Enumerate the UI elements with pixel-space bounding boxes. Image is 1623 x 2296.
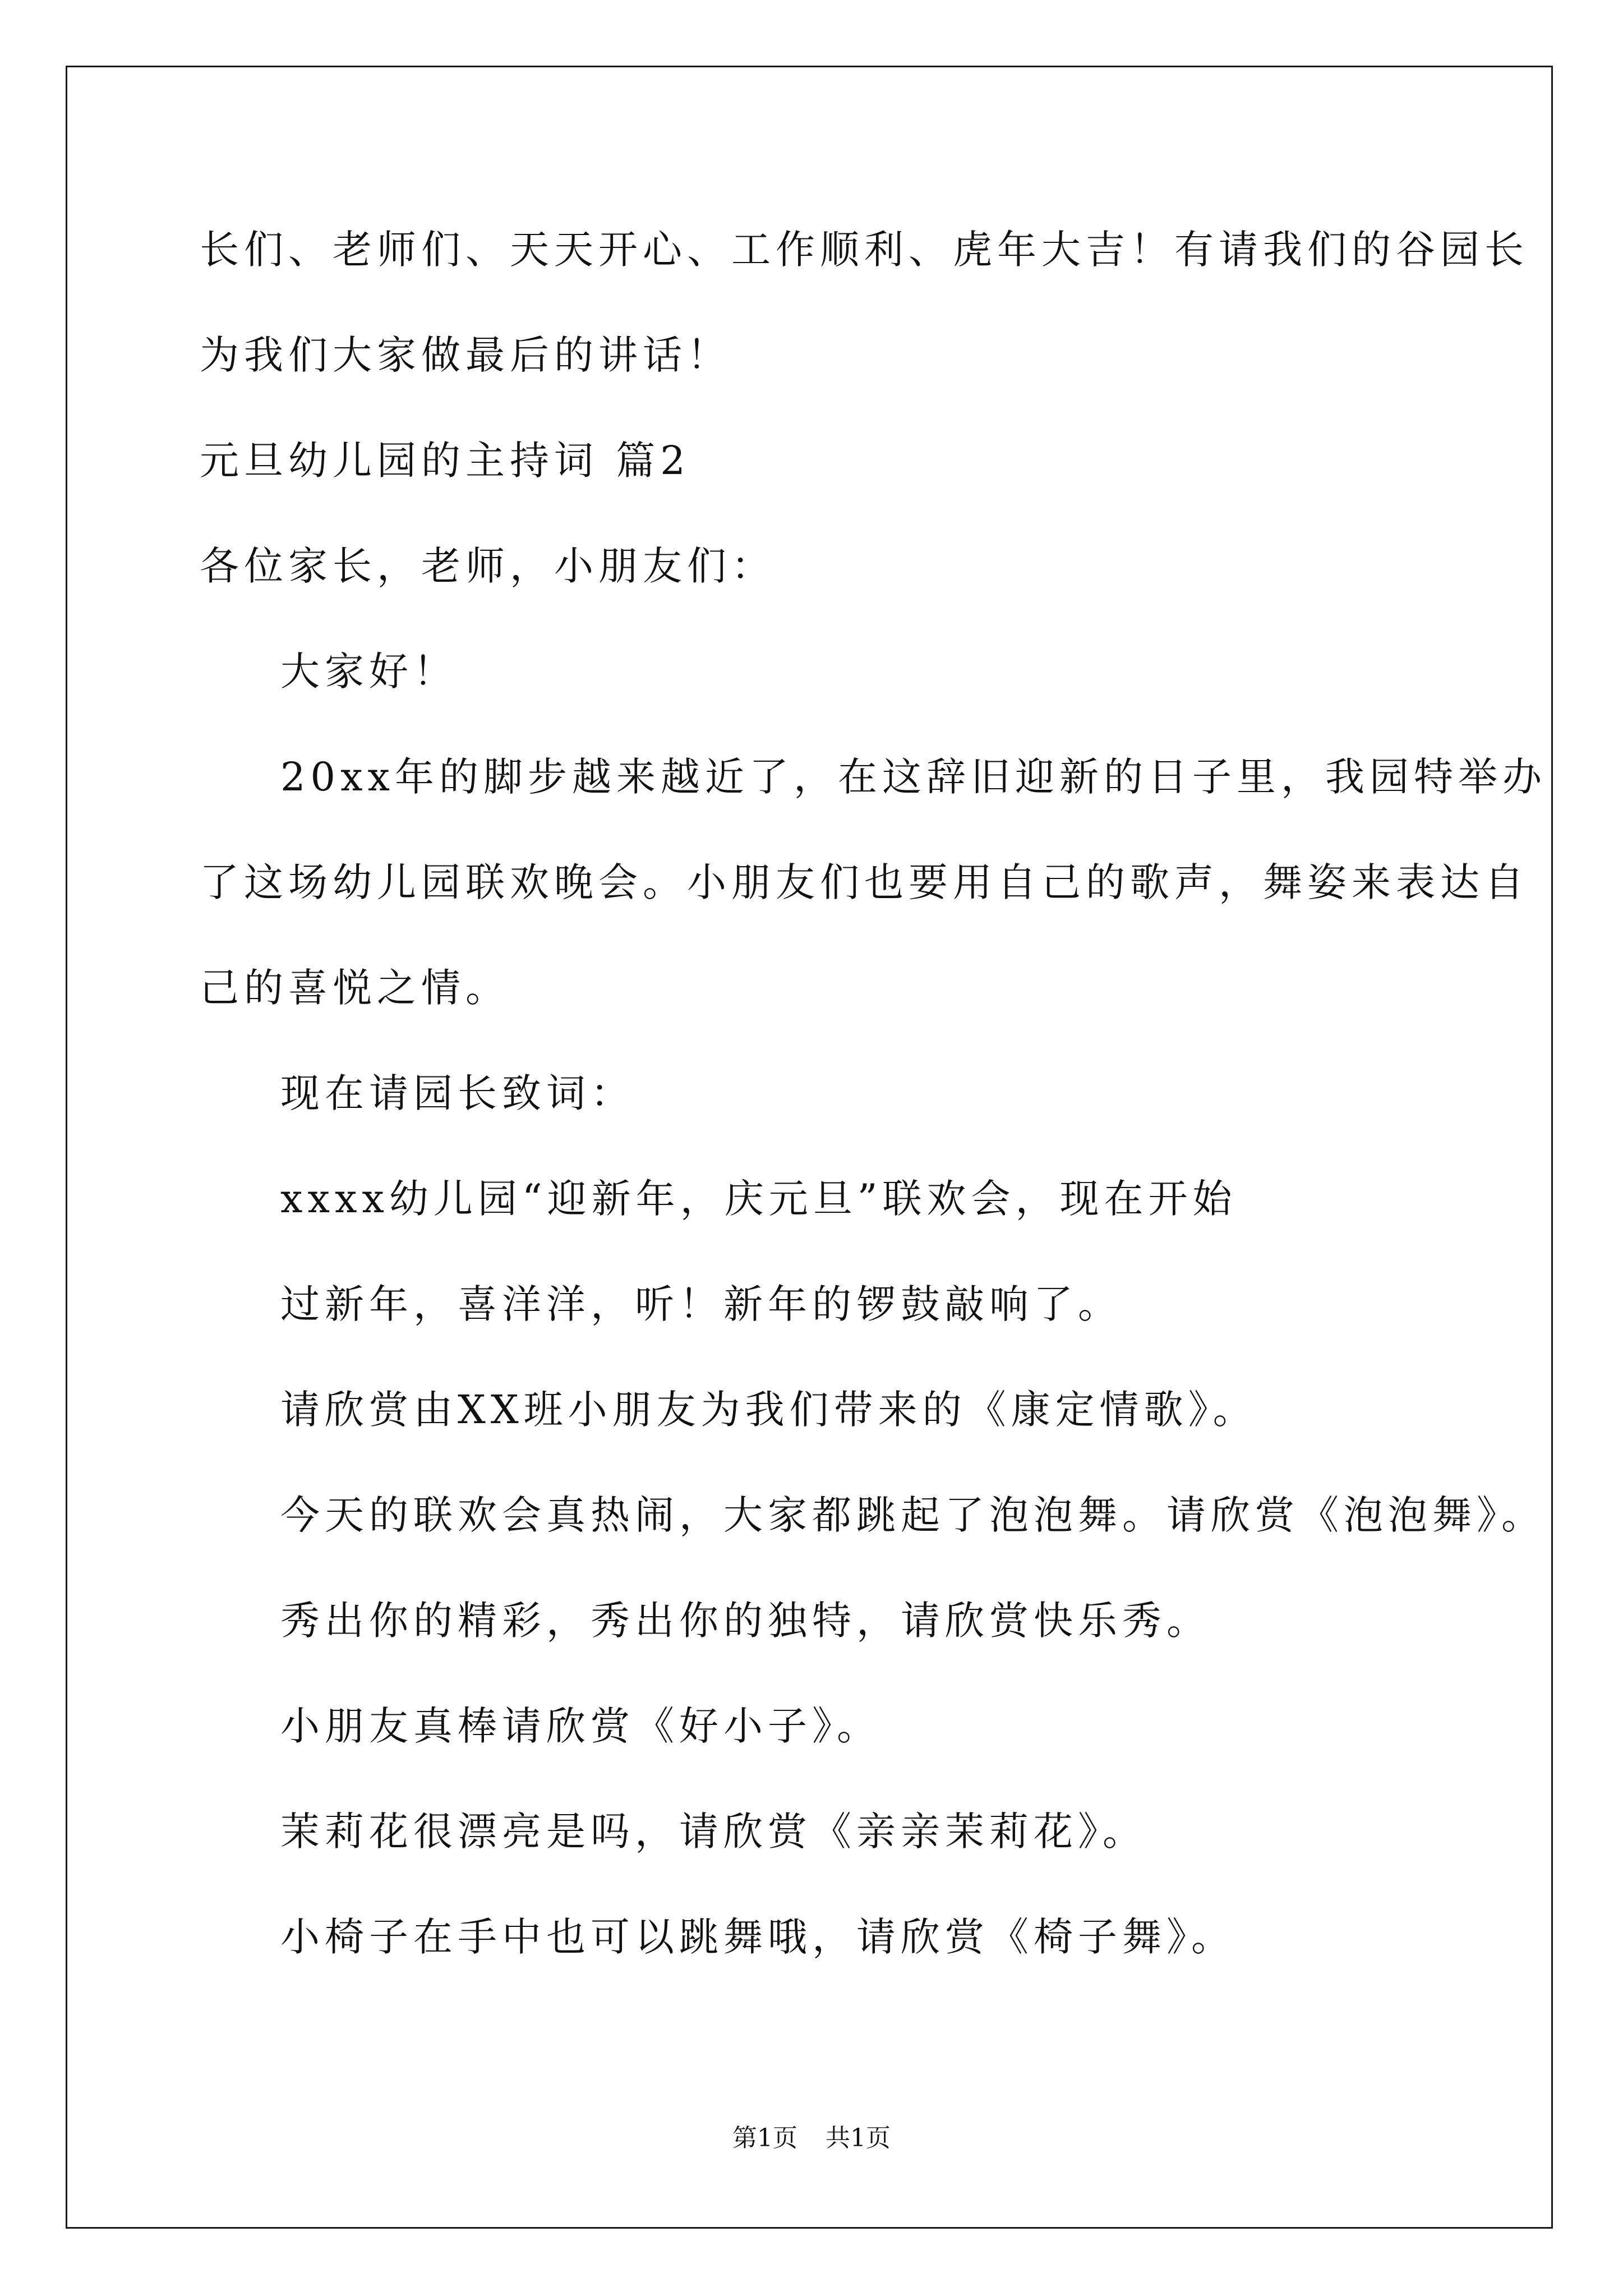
section-heading: 元旦幼儿园的主持词 篇2 [200, 438, 690, 484]
page-footer [0, 2122, 1623, 2155]
greeting: 大家好！ [280, 648, 458, 694]
body-text-line: 长们、老师们、天天开心、工作顺利、虎年大吉！有请我们的谷园长 [200, 227, 1529, 273]
salutation: 各位家长，老师，小朋友们： [200, 543, 776, 589]
body-text-line: 今天的联欢会真热闹，大家都跳起了泡泡舞。请欣赏《泡泡舞》。 [280, 1492, 1546, 1538]
body-text-line: 茉莉花很漂亮是吗，请欣赏《亲亲茉莉花》。 [280, 1809, 1147, 1855]
body-text-line: 小朋友真棒请欣赏《好小子》。 [280, 1703, 881, 1749]
body-text-line: 小椅子在手中也可以跳舞哦，请欣赏《椅子舞》。 [280, 1914, 1235, 1960]
page-border [66, 66, 1553, 2229]
page-total: 共1页 [826, 2124, 891, 2152]
page-number: 第1页 [732, 2124, 797, 2152]
body-text-line: 了这场幼儿园联欢晚会。小朋友们也要用自己的歌声，舞姿来表达自 [200, 859, 1529, 905]
body-text-line: 为我们大家做最后的讲话！ [200, 332, 731, 378]
body-text-line: 过新年，喜洋洋，听！新年的锣鼓敲响了。 [280, 1281, 1122, 1327]
body-text-line: 请欣赏由XX班小朋友为我们带来的《康定情歌》。 [280, 1387, 1257, 1433]
body-text-line: xxxx幼儿园“迎新年，庆元旦”联欢会，现在开始 [280, 1176, 1237, 1222]
body-text-line: 秀出你的精彩，秀出你的独特，请欣赏快乐秀。 [280, 1598, 1211, 1644]
body-text-line: 20xx年的脚步越来越近了，在这辞旧迎新的日子里，我园特举办 [280, 754, 1547, 800]
body-text-line: 己的喜悦之情。 [200, 965, 510, 1011]
body-text-line: 现在请园长致词： [280, 1070, 635, 1116]
